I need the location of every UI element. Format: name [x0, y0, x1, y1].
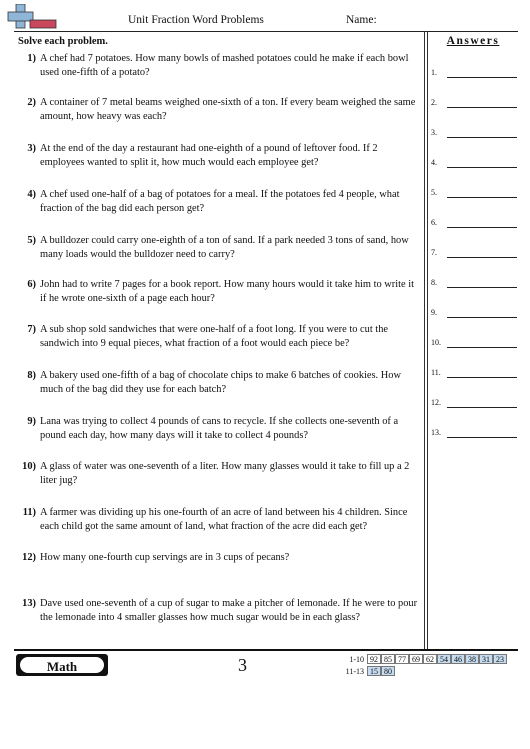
score-cell: 92: [367, 654, 381, 664]
problem-number: 9): [27, 416, 36, 427]
answer-label: 13.: [431, 428, 441, 437]
answers-title: Answers: [446, 35, 500, 47]
answer-line: [447, 287, 517, 288]
problem-text: A farmer was dividing up his one-fourth of an acre of land between his 4 children. Since each child got the same amount of land, what fraction of the acre did each get?: [40, 507, 408, 532]
problem-number: 2): [27, 97, 36, 108]
score-cell: 38: [465, 654, 479, 664]
directions: Solve each problem.: [18, 36, 108, 47]
score-row-label: 1-10: [349, 655, 364, 664]
answer-13[interactable]: [431, 428, 517, 437]
answer-label: 10.: [431, 338, 441, 347]
answers-column: [428, 31, 518, 649]
answer-line: [447, 437, 517, 438]
answer-2[interactable]: [431, 98, 517, 107]
problem-text: A bakery used one-fifth of a bag of chocolate chips to make 6 batches of cookies. How much of the bag did they use for each batch?: [40, 370, 401, 395]
problem-number: 12): [22, 552, 36, 563]
answer-1[interactable]: [431, 68, 517, 77]
score-cell: 31: [479, 654, 493, 664]
problem-text: A sub shop sold sandwiches that were one-half of a foot long. If you were to cut the sandwich into 9 equal pieces, what fraction of a foot would each piece be?: [40, 324, 388, 349]
problem-number: 3): [27, 143, 36, 154]
answer-line: [447, 167, 517, 168]
brand-badge: [16, 654, 108, 676]
answer-10[interactable]: [431, 338, 517, 347]
answer-line: [447, 107, 517, 108]
worksheet-logo: [6, 4, 58, 32]
worksheet-title: Unit Fraction Word Problems: [128, 14, 264, 26]
problem-text: A container of 7 metal beams weighed one-sixth of a ton. If every beam weighed the same amount, how heavy was each?: [40, 97, 416, 122]
problem-text: Dave used one-seventh of a cup of sugar to make a pitcher of lemonade. If he were to pour the lemonade into 4 smaller glasses how much sugar would be in each glass?: [40, 598, 418, 623]
score-cell: 69: [409, 654, 423, 664]
answer-line: [447, 137, 517, 138]
answer-line: [447, 77, 517, 78]
problem-text: A chef used one-half of a bag of potatoes for a meal. If the potatoes fed 4 people, what fraction of the bag did each person get?: [40, 189, 400, 214]
problem-number: 13): [22, 598, 36, 609]
problem-number: 7): [27, 324, 36, 335]
page-number: 3: [238, 655, 247, 675]
problem-number: 5): [27, 235, 36, 246]
answer-label: 2.: [431, 98, 437, 107]
answer-line: [447, 197, 517, 198]
score-cell: 54: [437, 654, 451, 664]
answer-12[interactable]: [431, 398, 517, 407]
brand-label: Math: [46, 659, 78, 674]
answer-3[interactable]: [431, 128, 517, 137]
problem-text: Lana was trying to collect 4 pounds of cans to recycle. If she collects one-seventh of a pound each day, how many days will it take to collect 4 pounds?: [40, 416, 399, 441]
answer-5[interactable]: [431, 188, 517, 197]
answer-label: 1.: [431, 68, 437, 77]
score-row-label: 11-13: [345, 667, 364, 676]
problems-column: [14, 31, 424, 649]
answer-label: 7.: [431, 248, 437, 257]
answer-line: [447, 377, 517, 378]
answer-11[interactable]: [431, 368, 517, 377]
answer-9[interactable]: [431, 308, 517, 317]
problem-number: 11): [22, 507, 36, 518]
answer-4[interactable]: [431, 158, 517, 167]
problem-text: A glass of water was one-seventh of a liter. How many glasses would it take to fill up a 2 liter jug?: [40, 461, 410, 486]
score-cell: 80: [381, 666, 395, 676]
answer-label: 5.: [431, 188, 437, 197]
score-cell: 77: [395, 654, 409, 664]
footer-rule: [14, 649, 518, 651]
problem-text: John had to write 7 pages for a book report. How many hours would it take him to write it if he wrote one-sixth of a page each hour?: [40, 279, 414, 304]
score-cell: 23: [493, 654, 507, 664]
brand-pill: [20, 657, 104, 673]
problem-number: 1): [27, 53, 36, 64]
problem-text: A chef had 7 potatoes. How many bowls of mashed potatoes could he make if each bowl used one-fifth of a potato?: [40, 53, 409, 78]
score-cell: 62: [423, 654, 437, 664]
problem-text: A bulldozer could carry one-eighth of a ton of sand. If a park needed 3 tons of sand, how many loads would the bulldozer need to carry?: [40, 235, 409, 260]
column-divider: [424, 31, 425, 649]
answer-label: 3.: [431, 128, 437, 137]
answer-label: 4.: [431, 158, 437, 167]
problem-text: How many one-fourth cup servings are in 3 cups of pecans?: [40, 552, 290, 563]
problem-number: 10): [22, 461, 36, 472]
answer-7[interactable]: [431, 248, 517, 257]
answer-label: 11.: [431, 368, 441, 377]
answer-6[interactable]: [431, 218, 517, 227]
answer-line: [447, 227, 517, 228]
answer-8[interactable]: [431, 278, 517, 287]
problem-number: 4): [27, 189, 36, 200]
score-cell: 46: [451, 654, 465, 664]
answer-line: [447, 257, 517, 258]
answer-label: 9.: [431, 308, 437, 317]
answer-label: 12.: [431, 398, 441, 407]
answer-label: 6.: [431, 218, 437, 227]
answer-line: [447, 317, 517, 318]
problem-text: At the end of the day a restaurant had one-eighth of a pound of leftover food. If 2 employees wanted to split it, how much would each employee get?: [40, 143, 378, 168]
score-cell: 15: [367, 666, 381, 676]
answer-line: [447, 407, 517, 408]
problem-number: 6): [27, 279, 36, 290]
problem-number: 8): [27, 370, 36, 381]
score-cell: 85: [381, 654, 395, 664]
answer-line: [447, 347, 517, 348]
name-label: Name:: [346, 14, 377, 26]
answer-label: 8.: [431, 278, 437, 287]
